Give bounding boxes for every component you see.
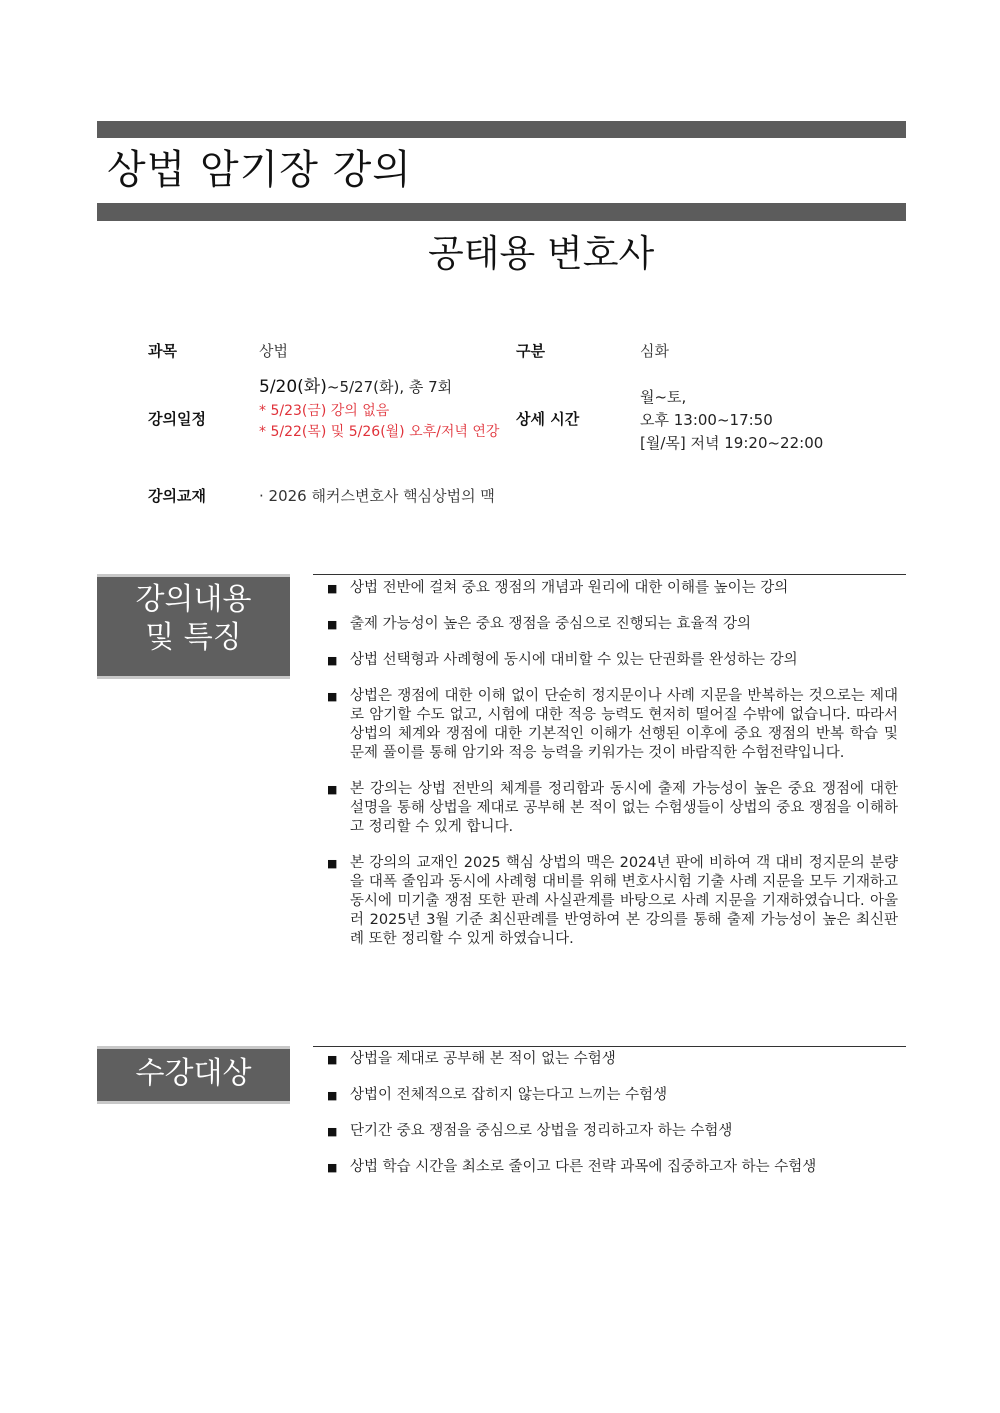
subject-label: 과목 <box>148 342 177 360</box>
schedule-rest: ~5/27(화), 총 7회 <box>326 378 453 396</box>
bullet-icon: ■ <box>327 857 338 870</box>
list-item <box>320 1122 898 1141</box>
bullet-icon: ■ <box>327 582 338 595</box>
bullet-icon: ■ <box>327 1089 338 1102</box>
schedule-dates <box>259 376 452 398</box>
detail-time-line: [월/목] 저녁 19:20~22:00 <box>640 434 824 452</box>
content-section-title <box>97 574 290 679</box>
detail-time-label: 상세 시간 <box>516 410 580 428</box>
list-item-text: 상법을 제대로 공부해 본 적이 없는 수험생 <box>350 1051 616 1067</box>
list-item <box>320 854 898 949</box>
list-item-text: 상법 학습 시간을 최소로 줄이고 다른 전략 과목에 집중하고자 하는 수험생 <box>350 1159 817 1175</box>
list-item-text: 상법은 쟁점에 대한 이해 없이 단순히 정지문이나 사례 지문을 반복하는 것으로는 제대로 암기할 수도 없고, 시험에 대한 적응 능력도 현저히 떨어질 수밖에 없습니다. 따라서 상법의 체계와 쟁점에 대한 기본적인 이해가 선행된 이후에 중요 쟁점의 반복 학습 및 문제 풀이를 통해 암기와 적응 능력을 키워가는 것이 바람직한 수험전략입니다. <box>350 688 898 761</box>
bullet-icon: ■ <box>327 618 338 631</box>
list-item-text: 본 강의는 상법 전반의 체계를 정리함과 동시에 출제 가능성이 높은 중요 쟁점에 대한 설명을 통해 상법을 제대로 공부해 본 적이 없는 수험생들이 상법의 중요 쟁점을 이해하고 정리할 수 있게 합니다. <box>350 781 898 835</box>
bullet-icon: ■ <box>327 654 338 667</box>
page-title: 상법 암기장 강의 <box>107 147 412 193</box>
schedule-notes <box>259 401 509 443</box>
content-list <box>320 579 898 949</box>
bullet-icon: ■ <box>327 690 338 703</box>
schedule-start: 5/20(화) <box>259 377 327 397</box>
list-item <box>320 1050 898 1069</box>
list-item-text: 상법 전반에 걸쳐 중요 쟁점의 개념과 원리에 대한 이해를 높이는 강의 <box>350 580 789 596</box>
target-section-title: 수강대상 <box>97 1046 290 1104</box>
schedule-label: 강의일정 <box>148 410 206 428</box>
category-label: 구분 <box>516 342 545 360</box>
list-item <box>320 1158 898 1177</box>
detail-time <box>640 386 823 455</box>
list-item-text: 상법 선택형과 사례형에 동시에 대비할 수 있는 단권화를 완성하는 강의 <box>350 652 798 668</box>
schedule-note: * 5/23(금) 강의 없음 <box>259 403 390 419</box>
detail-time-line: 월~토, <box>640 388 687 406</box>
schedule-note: * 5/22(목) 및 5/26(월) 오후/저녁 연강 <box>259 424 500 440</box>
list-item-text: 단기간 중요 쟁점을 중심으로 상법을 정리하고자 하는 수험생 <box>350 1123 733 1139</box>
textbook-label: 강의교재 <box>148 487 206 505</box>
content-section-divider <box>313 574 906 575</box>
target-section-divider <box>313 1046 906 1047</box>
list-item-text: 상법이 전체적으로 잡히지 않는다고 느끼는 수험생 <box>350 1087 668 1103</box>
list-item <box>320 687 898 763</box>
bullet-icon: ■ <box>327 1125 338 1138</box>
list-item-text: 본 강의의 교재인 2025 핵심 상법의 맥은 2024년 판에 비하여 객 대비 정지문의 분량을 대폭 줄임과 동시에 사례형 대비를 위해 변호사시험 기출 사례 지문을 모두 기재하고 동시에 미기출 쟁점 또한 판례 사실관계를 바탕으로 사례 지문을 기재하였습니다. 아울러 2025년 3월 기준 최신판례를 반영하여 본 강의를 통해 출제 가능성이 높은 최신판례 또한 정리할 수 있게 하였습니다. <box>350 855 898 947</box>
bullet-icon: ■ <box>327 1053 338 1066</box>
list-item <box>320 651 898 670</box>
list-item-text: 출제 가능성이 높은 중요 쟁점을 중심으로 진행되는 효율적 강의 <box>350 616 752 632</box>
list-item <box>320 1086 898 1105</box>
header-bottom-bar <box>97 203 906 221</box>
detail-time-line: 오후 13:00~17:50 <box>640 411 773 429</box>
subject-value: 상법 <box>259 342 288 360</box>
category-value: 심화 <box>640 342 669 360</box>
header-top-bar <box>97 121 906 138</box>
content-section-title-line: 및 특징 <box>145 620 242 655</box>
bullet-icon: ■ <box>327 783 338 796</box>
list-item <box>320 615 898 634</box>
list-item <box>320 579 898 598</box>
textbook-value: · 2026 해커스변호사 핵심상법의 맥 <box>259 487 495 505</box>
bullet-icon: ■ <box>327 1161 338 1174</box>
list-item <box>320 780 898 837</box>
content-section-title-line: 강의내용 <box>135 582 252 617</box>
target-list <box>320 1050 898 1177</box>
instructor-name: 공태용 변호사 <box>428 232 655 275</box>
